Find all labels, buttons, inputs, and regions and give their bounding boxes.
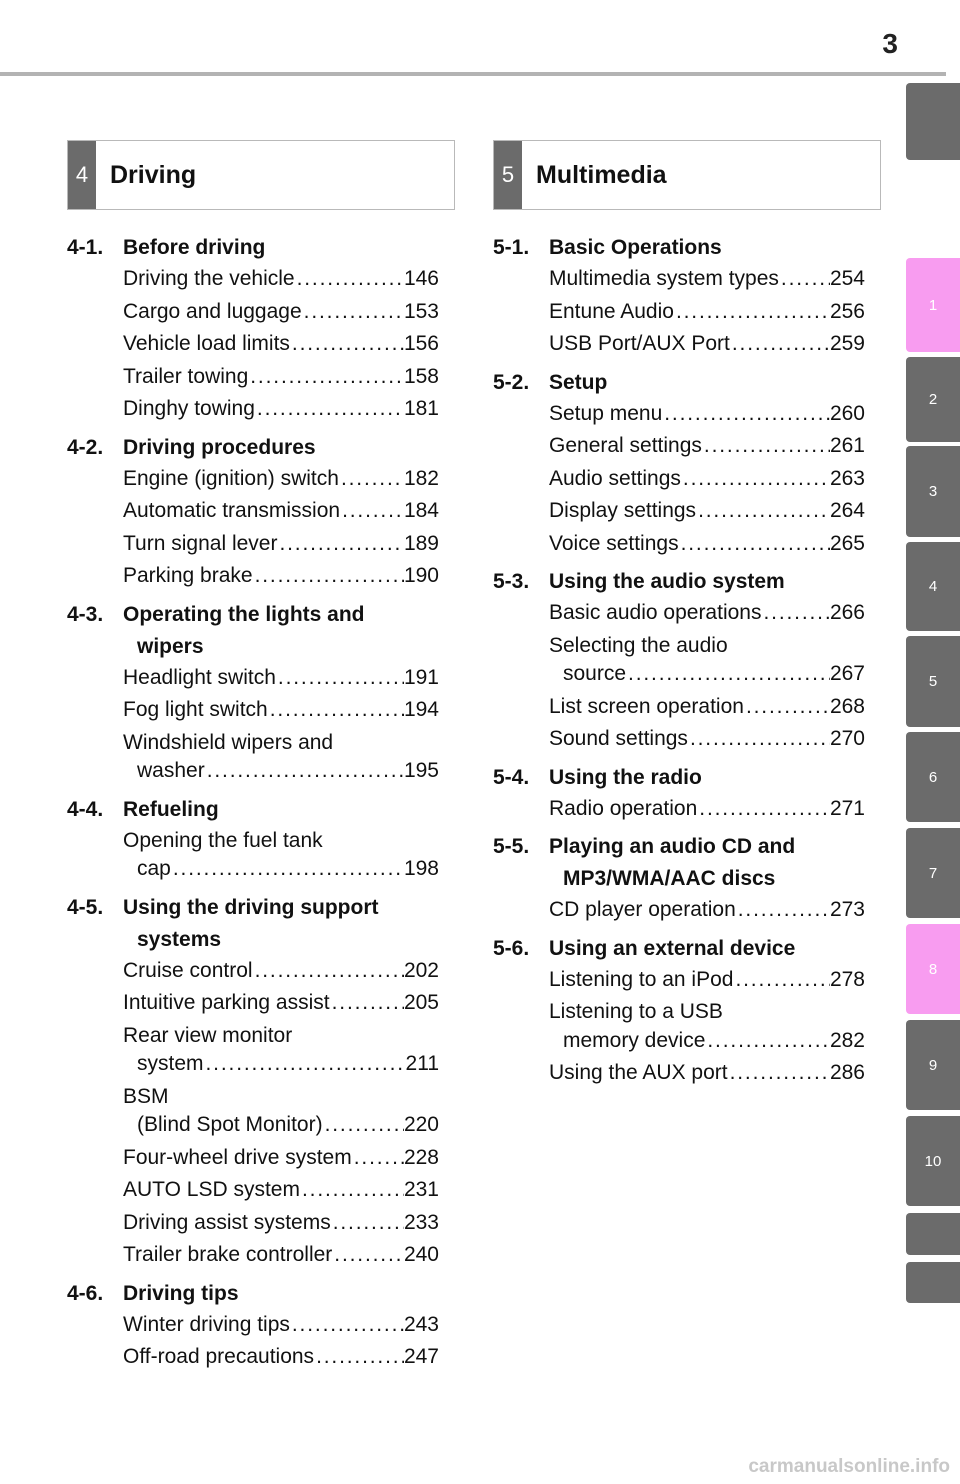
dot-leader — [697, 795, 830, 824]
dot-leader — [626, 660, 830, 689]
dot-leader — [688, 725, 830, 754]
dot-leader — [736, 896, 830, 925]
toc-group — [493, 762, 865, 832]
page-ref: 189 — [403, 531, 439, 555]
entry-title: USB Port/AUX Port — [549, 332, 730, 355]
page-ref: 260 — [829, 401, 865, 425]
page-ref: 268 — [829, 694, 865, 718]
dot-leader — [761, 599, 829, 628]
toc-entry[interactable] — [123, 1022, 439, 1079]
toc-entry[interactable] — [549, 298, 865, 327]
group-heading[interactable] — [67, 794, 439, 826]
group-title: Refueling — [123, 797, 219, 821]
toc-entry[interactable] — [549, 632, 865, 689]
dot-leader — [674, 298, 830, 327]
page-ref: 211 — [405, 1052, 439, 1075]
dot-leader — [290, 1311, 404, 1340]
dot-leader — [204, 1050, 406, 1079]
page-number: 3 — [882, 28, 898, 59]
chapter-tab-8[interactable]: 8 — [906, 924, 960, 1014]
group-title: Using the audio system — [549, 570, 785, 593]
toc-entry[interactable] — [123, 465, 439, 494]
dot-leader — [352, 1144, 404, 1173]
toc-entry[interactable] — [123, 1176, 439, 1205]
page-ref: 265 — [829, 531, 865, 555]
toc-entry[interactable] — [549, 530, 865, 559]
entry-title: Using the AUX port — [549, 1061, 728, 1084]
group-number: 4-2. — [67, 435, 104, 459]
toc-entry[interactable] — [549, 693, 865, 722]
page-ref: 256 — [829, 299, 865, 323]
page-ref: 273 — [829, 898, 865, 921]
page-ref: 233 — [403, 1210, 439, 1234]
entry-title: Sound settings — [549, 727, 688, 750]
entry-title: Off-road precautions — [123, 1345, 315, 1368]
group-title: Playing an audio CD and MP3/WMA/AAC discs — [549, 835, 796, 890]
toc-group — [493, 831, 865, 933]
page-ref: 191 — [403, 665, 439, 689]
toc-entry[interactable] — [549, 998, 865, 1055]
toc-group — [67, 1278, 439, 1380]
toc-entry[interactable] — [123, 989, 439, 1018]
toc-entry[interactable] — [123, 497, 439, 526]
section-number: 4 — [68, 141, 96, 209]
dot-leader — [248, 363, 404, 392]
entry-title: AUTO LSD system — [123, 1178, 300, 1201]
dot-leader — [696, 497, 830, 526]
toc-entry[interactable] — [123, 729, 439, 786]
page-ref: 278 — [829, 967, 865, 991]
dot-leader — [331, 1209, 404, 1238]
chapter-tab-2[interactable]: 2 — [906, 357, 960, 442]
toc-entry[interactable] — [123, 363, 439, 392]
toc-entry[interactable] — [549, 465, 865, 494]
dot-leader — [302, 298, 404, 327]
toc-group — [67, 892, 439, 1278]
entry-title: Automatic transmission — [123, 499, 341, 522]
entry-title: Winter driving tips — [123, 1312, 290, 1336]
entry-title: Voice settings — [549, 531, 679, 555]
page-ref: 282 — [829, 1028, 865, 1052]
group-number: 4-6. — [67, 1281, 104, 1305]
page-ref: 220 — [403, 1113, 439, 1136]
toc-entry[interactable] — [123, 696, 439, 725]
toc-entry[interactable] — [123, 664, 439, 693]
page-ref: 264 — [829, 499, 865, 522]
chapter-tab-9[interactable]: 9 — [906, 1020, 960, 1110]
entry-title: Multimedia system types — [549, 267, 779, 290]
page-ref: 146 — [403, 267, 439, 290]
toc-entry[interactable] — [549, 400, 865, 429]
toc-entry[interactable] — [123, 1311, 439, 1340]
entry-title: Four-wheel drive system — [123, 1145, 352, 1169]
page-ref: 153 — [403, 299, 439, 323]
toc-entry[interactable] — [123, 1343, 439, 1372]
page-ref: 205 — [403, 991, 439, 1014]
dot-leader — [295, 265, 404, 294]
page-ref: 158 — [403, 364, 439, 388]
page-ref: 228 — [403, 1145, 439, 1169]
toc-entry[interactable] — [549, 599, 865, 628]
toc-group — [67, 794, 439, 892]
page-ref: 181 — [403, 397, 439, 420]
chapter-tab-blank[interactable] — [906, 1213, 960, 1255]
entry-title: Radio operation — [549, 796, 698, 820]
group-heading[interactable] — [67, 892, 439, 956]
group-heading[interactable] — [67, 1278, 439, 1310]
group-title: Using an external device — [549, 936, 796, 960]
group-heading[interactable] — [493, 831, 865, 895]
entry-title: Listening to an iPod — [549, 967, 734, 991]
entry-title: Driving assist systems — [123, 1210, 331, 1234]
entry-title: Engine (ignition) switch — [123, 466, 339, 490]
entry-title: (Blind Spot Monitor) — [137, 1113, 323, 1136]
page-ref: 156 — [403, 332, 439, 355]
group-number: 4-1. — [67, 236, 104, 259]
dot-leader — [290, 330, 404, 359]
toc-entry[interactable] — [123, 957, 439, 986]
entry-title: General settings — [549, 434, 702, 457]
dot-leader — [253, 562, 404, 591]
dot-leader — [276, 664, 404, 693]
entry-title: Windshield wipers and — [123, 730, 334, 754]
page-ref: 254 — [829, 267, 865, 290]
toc-entry[interactable] — [549, 1059, 865, 1088]
dot-leader — [744, 693, 830, 722]
page-ref: 263 — [829, 466, 865, 490]
group-number: 5-6. — [493, 936, 530, 960]
chapter-tab-1[interactable]: 1 — [906, 258, 960, 352]
toc-entry[interactable] — [549, 795, 865, 824]
entry-title: washer — [137, 759, 205, 782]
dot-leader — [730, 330, 830, 359]
page-ref: 198 — [403, 857, 439, 880]
toc-entry[interactable] — [123, 530, 439, 559]
group-number: 5-3. — [493, 570, 530, 593]
page-ref: 231 — [403, 1178, 439, 1201]
dot-leader — [253, 957, 404, 986]
group-heading[interactable] — [493, 367, 865, 399]
group-number: 5-1. — [493, 236, 530, 259]
page-ref: 190 — [403, 564, 439, 587]
entry-title: Driving the vehicle — [123, 267, 295, 290]
page-ref: 243 — [403, 1312, 439, 1336]
dot-leader — [323, 1111, 404, 1140]
chapter-tab-3[interactable]: 3 — [906, 446, 960, 537]
toc-entry[interactable] — [549, 896, 865, 925]
toc-entry[interactable] — [123, 827, 439, 884]
entry-title: source — [563, 662, 627, 685]
dot-leader — [340, 497, 404, 526]
group-title: Driving tips — [123, 1281, 239, 1305]
entry-title: BSM — [123, 1084, 169, 1108]
toc-entry[interactable] — [549, 725, 865, 754]
toc-group — [67, 599, 439, 794]
chapter-tab-5[interactable]: 5 — [906, 636, 960, 727]
group-heading[interactable] — [67, 232, 439, 264]
page-ref: 184 — [403, 499, 439, 522]
dot-leader — [268, 696, 404, 725]
chapter-tab-10[interactable]: 10 — [906, 1116, 960, 1206]
entry-title: Opening the fuel tank — [123, 828, 323, 852]
toc-entry[interactable] — [123, 298, 439, 327]
entry-title: Cargo and luggage — [123, 299, 302, 323]
group-number: 5-4. — [493, 765, 530, 789]
entry-title: system — [137, 1052, 204, 1075]
section-header-multimedia — [493, 140, 881, 210]
toc-entry[interactable] — [123, 330, 439, 359]
toc-group — [493, 566, 865, 762]
entry-title: Display settings — [549, 499, 697, 522]
page-ref: 240 — [403, 1243, 439, 1266]
group-number: 4-5. — [67, 895, 104, 919]
toc-column-multimedia — [493, 232, 865, 1096]
toc-entry[interactable] — [549, 432, 865, 461]
entry-title: Basic audio operations — [549, 601, 762, 624]
header-rule — [0, 72, 946, 76]
group-title: Operating the lights and wipers — [123, 602, 365, 658]
page-ref: 267 — [829, 662, 865, 685]
entry-title: List screen operation — [549, 694, 744, 718]
entry-title: Headlight switch — [123, 665, 276, 689]
dot-leader — [205, 757, 404, 786]
dot-leader — [681, 465, 830, 494]
toc-entry[interactable] — [549, 497, 865, 526]
entry-title: Listening to a USB — [549, 1000, 723, 1023]
chapter-tabs — [906, 0, 960, 1484]
dot-leader — [255, 395, 404, 424]
group-heading[interactable] — [67, 432, 439, 464]
entry-title: Selecting the audio — [549, 633, 728, 657]
entry-title: Cruise control — [123, 958, 253, 982]
group-number: 4-3. — [67, 602, 104, 626]
toc-entry[interactable] — [123, 1209, 439, 1238]
group-title: Driving procedures — [123, 435, 316, 459]
entry-title: Fog light switch — [123, 698, 268, 721]
toc-entry[interactable] — [123, 562, 439, 591]
group-number: 5-5. — [493, 835, 530, 858]
group-number: 5-2. — [493, 370, 530, 394]
group-title: Basic Operations — [549, 236, 722, 259]
entry-title: Audio settings — [549, 466, 681, 490]
entry-title: cap — [137, 857, 171, 880]
dot-leader — [339, 465, 404, 494]
page-ref: 195 — [403, 759, 439, 782]
watermark: carmanualsonline.info — [748, 1456, 950, 1477]
chapter-tab-6[interactable]: 6 — [906, 732, 960, 822]
page-ref: 286 — [829, 1061, 865, 1084]
dot-leader — [330, 989, 404, 1018]
chapter-tab-blank[interactable] — [906, 83, 960, 160]
toc-entry[interactable] — [123, 395, 439, 424]
chapter-tab-7[interactable]: 7 — [906, 828, 960, 918]
dot-leader — [779, 265, 830, 294]
page-ref: 270 — [829, 727, 865, 750]
entry-title: Turn signal lever — [123, 531, 278, 555]
dot-leader — [332, 1241, 404, 1270]
entry-title: Parking brake — [123, 564, 253, 587]
toc-entry[interactable] — [549, 265, 865, 294]
section-header-driving — [67, 140, 455, 210]
toc-group — [493, 367, 865, 567]
dot-leader — [728, 1059, 830, 1088]
entry-title: Trailer towing — [123, 364, 249, 388]
entry-title: Rear view monitor — [123, 1023, 293, 1047]
toc-entry[interactable] — [549, 330, 865, 359]
section-number: 5 — [494, 141, 522, 209]
dot-leader — [702, 432, 830, 461]
page-ref: 266 — [829, 601, 865, 624]
toc-group — [493, 232, 865, 367]
group-title: Setup — [549, 370, 608, 394]
toc-entry[interactable] — [123, 265, 439, 294]
group-title: Using the driving support systems — [123, 895, 379, 951]
dot-leader — [662, 400, 830, 429]
group-heading[interactable] — [493, 762, 865, 794]
toc-group — [493, 933, 865, 1096]
group-heading[interactable] — [493, 933, 865, 965]
toc-entry[interactable] — [123, 1241, 439, 1270]
group-title: Using the radio — [549, 765, 702, 789]
section-title: Driving — [110, 160, 197, 189]
page-ref: 202 — [403, 958, 439, 982]
page-ref: 261 — [829, 434, 865, 457]
group-heading[interactable] — [493, 232, 865, 264]
toc-column-driving — [67, 232, 439, 1380]
entry-title: memory device — [563, 1028, 706, 1052]
entry-title: Intuitive parking assist — [123, 991, 330, 1014]
page-ref: 247 — [403, 1345, 439, 1368]
chapter-tab-4[interactable]: 4 — [906, 542, 960, 631]
entry-title: CD player operation — [549, 898, 736, 921]
toc-group — [67, 232, 439, 432]
dot-leader — [705, 1027, 830, 1056]
group-heading[interactable] — [67, 599, 439, 663]
dot-leader — [679, 530, 830, 559]
page-ref: 259 — [829, 332, 865, 355]
entry-title: Setup menu — [549, 401, 663, 425]
chapter-tab-blank[interactable] — [906, 1262, 960, 1303]
section-title: Multimedia — [536, 160, 667, 189]
toc-group — [67, 432, 439, 599]
page-ref: 182 — [403, 466, 439, 490]
entry-title: Dinghy towing — [123, 397, 255, 420]
group-number: 4-4. — [67, 797, 104, 821]
dot-leader — [171, 855, 404, 884]
entry-title: Vehicle load limits — [123, 332, 290, 355]
entry-title: Trailer brake controller — [123, 1243, 333, 1266]
entry-title: Entune Audio — [549, 299, 674, 323]
dot-leader — [277, 530, 403, 559]
dot-leader — [314, 1343, 404, 1372]
group-heading[interactable] — [493, 566, 865, 598]
dot-leader — [300, 1176, 404, 1205]
toc-entry[interactable] — [549, 966, 865, 995]
toc-entry[interactable] — [123, 1144, 439, 1173]
dot-leader — [733, 966, 829, 995]
page-ref: 271 — [829, 796, 865, 820]
toc-entry[interactable] — [123, 1083, 439, 1140]
page-ref: 194 — [403, 698, 439, 721]
group-title: Before driving — [123, 236, 266, 259]
